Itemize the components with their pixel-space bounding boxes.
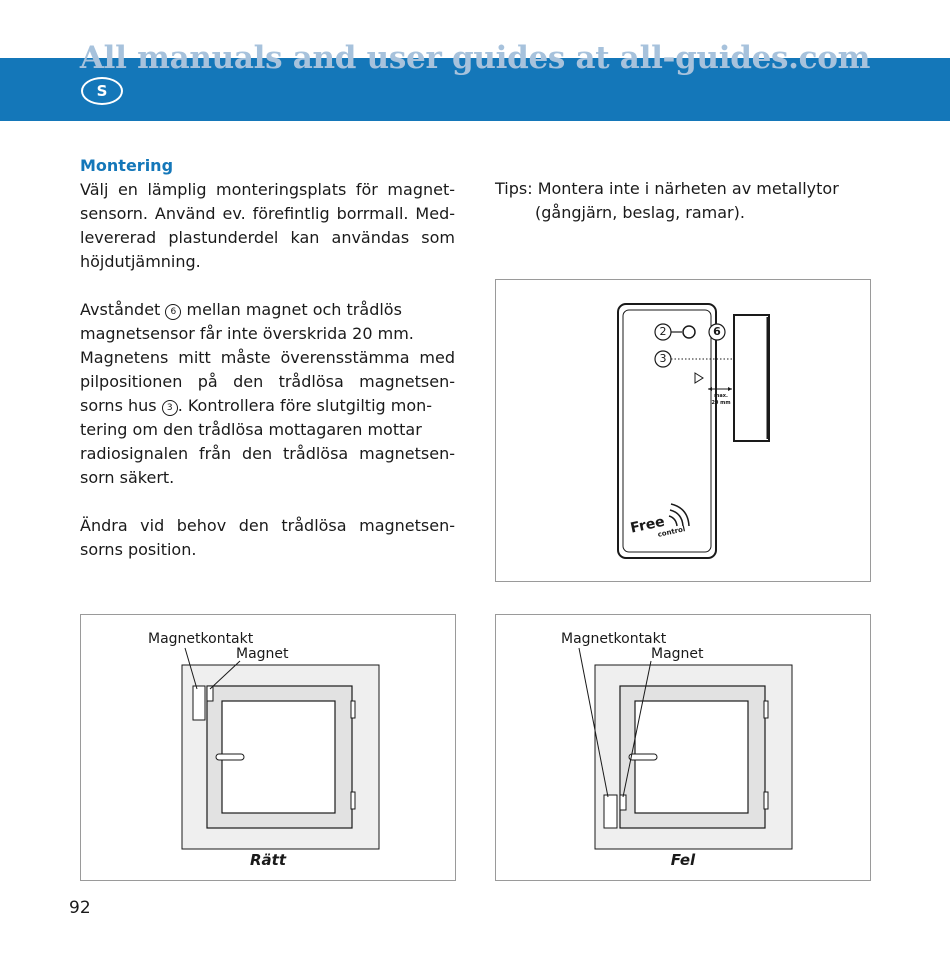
text-line: sensorn. Använd ev. förefintlig borrmall. Med-	[80, 204, 455, 223]
brand-logo-subtext: control	[657, 525, 687, 539]
callout-ref-6: 6	[165, 304, 181, 320]
text-fragment: mellan magnet och trådlös	[181, 300, 402, 319]
led-icon	[683, 326, 695, 338]
figure-wrong-mounting	[495, 614, 871, 881]
callout-ref-3: 3	[162, 400, 178, 416]
distance-label: 20 mm	[711, 400, 731, 406]
callout-3-label: 3	[659, 352, 667, 365]
text-line: pilpositionen på den trådlösa magnetsen-	[80, 372, 455, 391]
paragraph-adjust-position	[80, 514, 455, 562]
text-fragment: sorns hus	[80, 396, 162, 415]
tips-note	[495, 177, 875, 225]
text-fragment: . Kontrollera före slutgiltig mon-	[177, 396, 433, 415]
language-badge: S	[81, 77, 123, 105]
arrowhead-icon	[728, 387, 732, 391]
text-line: Välj en lämplig monteringsplats för magnet-	[80, 180, 455, 199]
magnet-icon	[207, 686, 213, 701]
window-handle-icon	[216, 754, 244, 760]
figure-correct-mounting	[80, 614, 456, 881]
text-line: tering om den trådlösa mottagaren mottar	[80, 420, 422, 439]
watermark-text: All manuals and user guides at all-guides.com	[79, 40, 871, 76]
tips-line: Tips: Montera inte i närheten av metallytor	[495, 179, 839, 198]
sensor-drawing	[496, 280, 872, 583]
magnet-contact-icon	[193, 686, 205, 720]
callout-6-label: 6	[713, 325, 721, 338]
text-line: Ändra vid behov den trådlösa magnetsen-	[80, 516, 455, 535]
magnet-icon	[620, 795, 626, 810]
section-heading: Montering	[80, 156, 174, 175]
hinge-icon	[764, 701, 768, 718]
callout-2-label: 2	[659, 325, 667, 338]
text-line: radiosignalen från den trådlösa magnetsen-	[80, 444, 455, 463]
caption-wrong: Fel	[670, 851, 696, 869]
text-line	[80, 394, 455, 418]
caption-correct: Rätt	[249, 851, 286, 869]
brand-logo: Free	[629, 513, 667, 537]
hinge-icon	[351, 701, 355, 718]
magnet-body	[734, 315, 769, 441]
text-line	[80, 298, 455, 322]
magnet-contact-icon	[604, 795, 617, 828]
tips-line: (gångjärn, beslag, ramar).	[535, 203, 745, 222]
text-line: levererad plastunderdel kan användas som	[80, 228, 455, 247]
sensor-figure	[495, 279, 871, 582]
text-line: sorns position.	[80, 540, 197, 559]
label-magnet-contact: Magnetkontakt	[148, 631, 254, 647]
label-magnet: Magnet	[651, 646, 704, 662]
distance-label: max.	[714, 393, 728, 399]
text-line: höjdutjämning.	[80, 252, 201, 271]
text-fragment: Avståndet	[80, 300, 166, 319]
label-magnet-contact: Magnetkontakt	[561, 631, 667, 647]
paragraph-distance	[80, 298, 455, 490]
text-line: Magnetens mitt måste överensstämma med	[80, 348, 455, 367]
text-line: magnetsensor får inte överskrida 20 mm.	[80, 324, 414, 343]
paragraph-mounting-location	[80, 178, 455, 274]
hinge-icon	[351, 792, 355, 809]
label-magnet: Magnet	[236, 646, 289, 662]
text-line: sorn säkert.	[80, 468, 175, 487]
hinge-icon	[764, 792, 768, 809]
page-number: 92	[69, 898, 91, 918]
window-handle-icon	[629, 754, 657, 760]
